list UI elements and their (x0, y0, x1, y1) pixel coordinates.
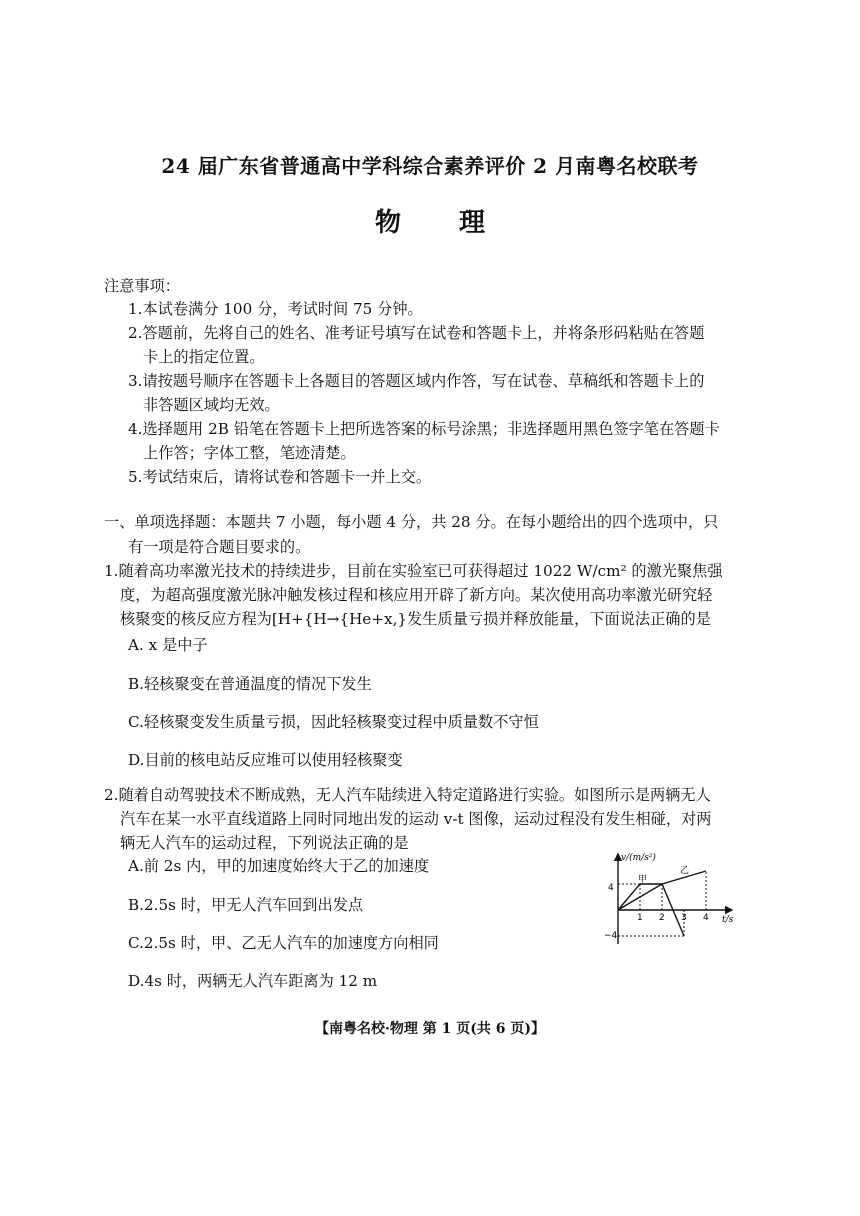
notice-heading: 注意事项： (104, 277, 180, 295)
x-tick-1: 1 (637, 913, 643, 923)
vt-graph-figure (604, 848, 744, 948)
q1-option-b: B.轻核聚变在普通温度的情况下发生 (128, 675, 372, 693)
q2-option-d: D.4s 时，两辆无人汽车距离为 12 m (128, 972, 378, 990)
y-tick-4: 4 (608, 883, 614, 893)
q1-stem-line-2: 度，为超高强度激光脉冲触发核过程和核应用开辟了新方向。某次使用高功率激光研究轻 (120, 586, 713, 604)
x-tick-4: 4 (703, 913, 709, 923)
series-yi-label: 乙 (680, 865, 690, 876)
section-heading: 一、单项选择题：本题共 7 小题，每小题 4 分，共 28 分。在每小题给出的四个选项中，只 (104, 513, 719, 531)
dashed-guides (618, 871, 706, 936)
q1-option-a: A. x 是中子 (128, 636, 208, 654)
x-axis-label: t/s (722, 915, 734, 925)
series-jia-label: 甲 (638, 875, 648, 885)
exam-title: 24 届广东省普通高中学科综合素养评价 2 月南粤名校联考 (161, 154, 699, 178)
q2-option-a: A.前 2s 内，甲的加速度始终大于乙的加速度 (128, 857, 430, 875)
notice-item-1: 1.本试卷满分 100 分，考试时间 75 分钟。 (128, 300, 423, 318)
q1-stem-line-3: 核聚变的核反应方程为[H+{H→{He+x,}发生质量亏损并释放能量，下面说法正确的是 (120, 610, 711, 628)
subject-title: 物理 (374, 208, 543, 238)
notice-item-2-cont: 卡上的指定位置。 (143, 348, 265, 366)
vt-graph-svg (604, 848, 744, 948)
notice-item-2: 2.答题前，先将自己的姓名、准考证号填写在试卷和答题卡上，并将条形码粘贴在答题 (128, 324, 705, 342)
q1-option-c: C.轻核聚变发生质量亏损，因此轻核聚变过程中质量数不守恒 (128, 713, 539, 731)
notice-item-4-cont: 上作答；字体工整，笔迹清楚。 (143, 444, 356, 462)
notice-item-4: 4.选择题用 2B 铅笔在答题卡上把所选答案的标号涂黑；非选择题用黑色签字笔在答题卡 (128, 420, 720, 438)
page-footer: 【南粤名校·物理 第 1 页(共 6 页)】 (315, 1021, 545, 1037)
q2-stem-line-2: 汽车在某一水平直线道路上同时同地出发的运动 v-t 图像，运动过程没有发生相碰，对两 (120, 810, 712, 828)
q1-option-d: D.目前的核电站反应堆可以使用轻核聚变 (128, 751, 403, 769)
q2-option-c: C.2.5s 时，甲、乙无人汽车的加速度方向相同 (128, 934, 439, 952)
q1-stem-line-1: 1.随着高功率激光技术的持续进步，目前在实验室已可获得超过 1022 W/cm² 的激光聚焦强 (104, 562, 723, 580)
notice-item-3: 3.请按题号顺序在答题卡上各题目的答题区域内作答，写在试卷、草稿纸和答题卡上的 (128, 372, 705, 390)
q2-stem-line-1: 2.随着自动驾驶技术不断成熟，无人汽车陆续进入特定道路进行实验。如图所示是两辆无人 (104, 786, 711, 804)
q2-stem-line-3: 辆无人汽车的运动过程，下列说法正确的是 (120, 834, 409, 852)
notice-item-5: 5.考试结束后，请将试卷和答题卡一并上交。 (128, 468, 432, 486)
y-axis-label: v/(m/s²) (621, 853, 656, 863)
q2-option-b: B.2.5s 时，甲无人汽车回到出发点 (128, 896, 364, 914)
x-tick-3: 3 (681, 913, 687, 923)
section-heading-cont: 有一项是符合题目要求的。 (128, 538, 311, 556)
x-tick-2: 2 (659, 913, 665, 923)
y-tick-minus-4: −4 (604, 931, 618, 941)
notice-item-3-cont: 非答题区域均无效。 (143, 396, 280, 414)
